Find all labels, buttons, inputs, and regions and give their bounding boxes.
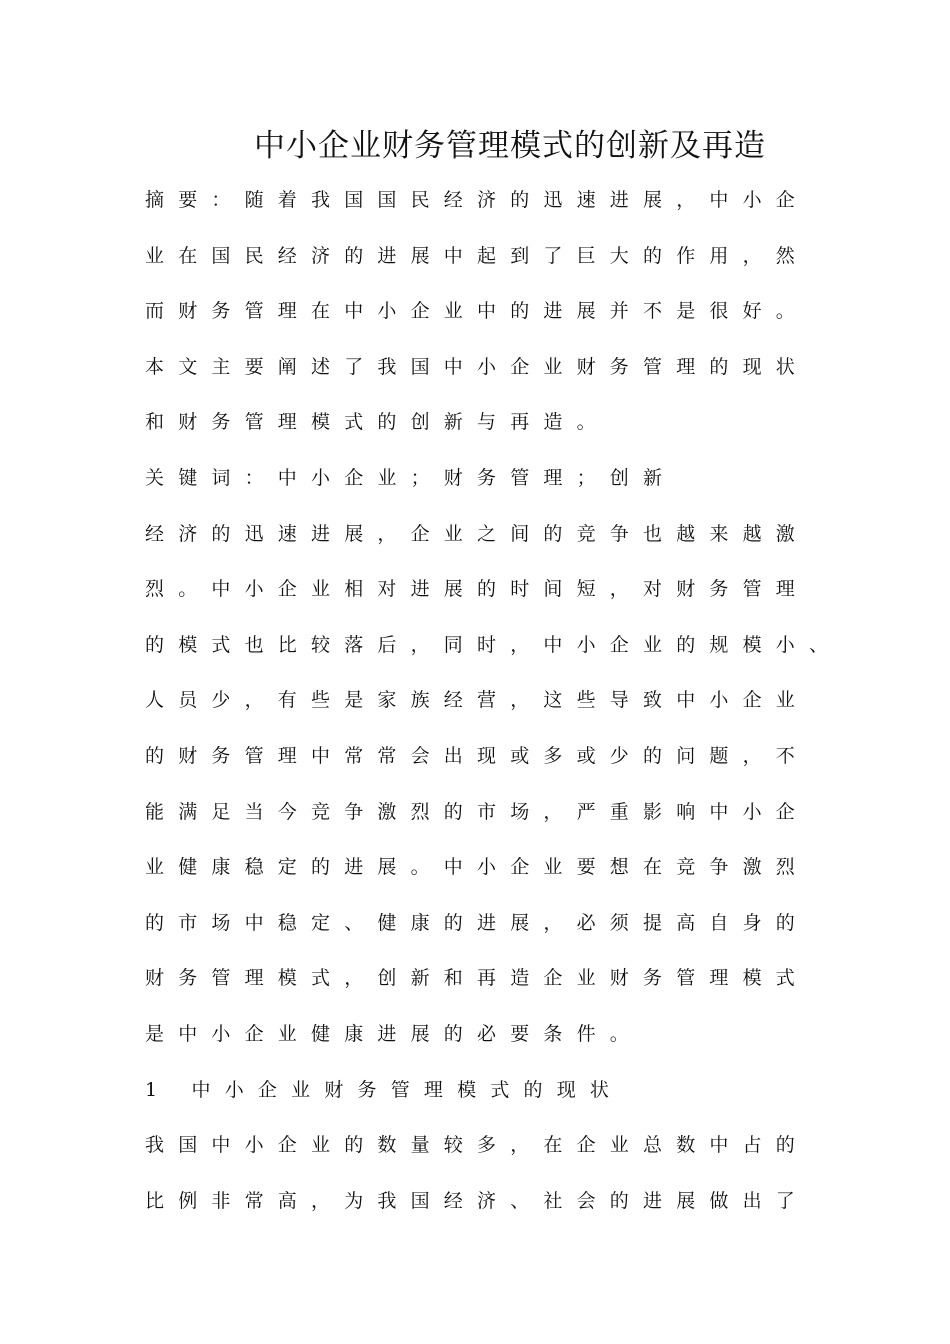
text-line: 业健康稳定的进展。中小企业要想在竞争激烈 bbox=[145, 856, 810, 879]
text-line: 烈。中小企业相对进展的时间短，对财务管理 bbox=[145, 578, 810, 601]
text-line: 的财务管理中常常会出现或多或少的问题，不 bbox=[145, 744, 810, 767]
text-line: 人员少，有些是家族经营，这些导致中小企业 bbox=[145, 689, 810, 712]
text-line: 能满足当今竞争激烈的市场，严重影响中小企 bbox=[145, 800, 810, 823]
text-line: 和财务管理模式的创新与再造。 bbox=[145, 411, 610, 434]
text-line: 财务管理模式，创新和再造企业财务管理模式 bbox=[145, 967, 810, 990]
section-heading: 1 中小企业财务管理模式的现状 bbox=[145, 1078, 624, 1101]
text-line: 经济的迅速进展，企业之间的竞争也越来越激 bbox=[145, 522, 810, 545]
document-title: 中小企业财务管理模式的创新及再造 bbox=[254, 128, 766, 164]
document-body bbox=[145, 182, 845, 1238]
text-line: 业在国民经济的进展中起到了巨大的作用，然 bbox=[145, 244, 810, 267]
text-line: 而财务管理在中小企业中的进展并不是很好。 bbox=[145, 300, 810, 323]
text-line: 的市场中稳定、健康的进展，必须提高自身的 bbox=[145, 911, 810, 934]
text-line: 我国中小企业的数量较多，在企业总数中占的 bbox=[145, 1134, 810, 1157]
text-line: 本文主要阐述了我国中小企业财务管理的现状 bbox=[145, 355, 810, 378]
text-line: 摘要：随着我国国民经济的迅速进展，中小企 bbox=[145, 189, 810, 211]
keywords-line: 关键词：中小企业；财务管理；创新 bbox=[145, 466, 677, 489]
text-line: 比例非常高，为我国经济、社会的进展做出了 bbox=[145, 1189, 810, 1212]
text-line: 是中小企业健康进展的必要条件。 bbox=[145, 1022, 644, 1045]
text-line: 的模式也比较落后，同时，中小企业的规模小、 bbox=[145, 633, 843, 656]
